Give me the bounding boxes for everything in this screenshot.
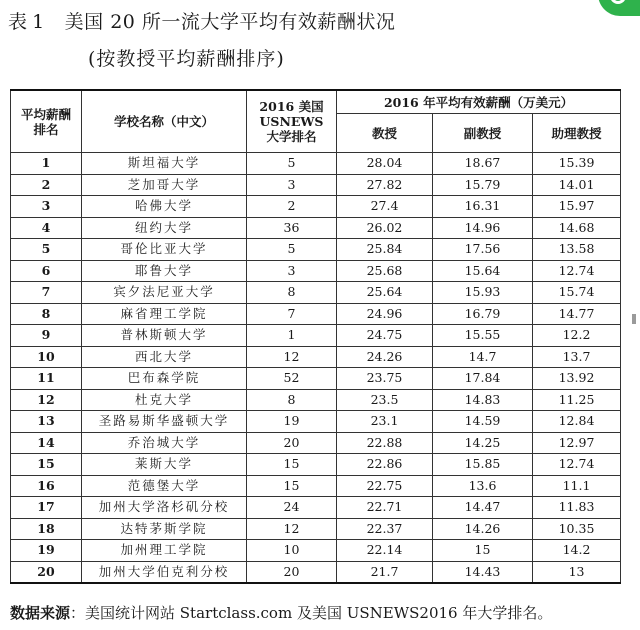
cell-school: 纽约大学 xyxy=(82,217,247,239)
cell-rank: 4 xyxy=(11,217,82,239)
cell-prof: 22.86 xyxy=(337,454,433,476)
cell-asst: 11.1 xyxy=(533,475,621,497)
cell-usnews: 8 xyxy=(247,282,337,304)
cell-school: 达特茅斯学院 xyxy=(82,518,247,540)
table-row xyxy=(11,153,621,175)
cell-school: 哥伦比亚大学 xyxy=(82,239,247,261)
cell-asst: 11.25 xyxy=(533,389,621,411)
header-associate: 副教授 xyxy=(433,114,533,153)
header-school: 学校名称（中文） xyxy=(82,90,247,153)
cell-usnews: 5 xyxy=(247,153,337,175)
cell-assoc: 14.59 xyxy=(433,411,533,433)
cell-rank: 19 xyxy=(11,540,82,562)
table-label: 表 xyxy=(8,11,28,33)
table-row xyxy=(11,368,621,390)
cell-school: 耶鲁大学 xyxy=(82,260,247,282)
cell-school: 巴布森学院 xyxy=(82,368,247,390)
cell-rank: 12 xyxy=(11,389,82,411)
cell-asst: 12.84 xyxy=(533,411,621,433)
cell-school: 加州理工学院 xyxy=(82,540,247,562)
cell-assoc: 14.83 xyxy=(433,389,533,411)
cell-assoc: 14.96 xyxy=(433,217,533,239)
cell-assoc: 14.47 xyxy=(433,497,533,519)
cell-prof: 24.75 xyxy=(337,325,433,347)
cell-prof: 23.5 xyxy=(337,389,433,411)
cell-prof: 25.84 xyxy=(337,239,433,261)
cell-usnews: 15 xyxy=(247,475,337,497)
cell-asst: 15.39 xyxy=(533,153,621,175)
cell-asst: 12.74 xyxy=(533,260,621,282)
title-line-2: (按教授平均薪酬排序) xyxy=(88,48,285,70)
cell-assoc: 14.43 xyxy=(433,561,533,583)
cell-school: 麻省理工学院 xyxy=(82,303,247,325)
cell-assoc: 15.93 xyxy=(433,282,533,304)
table-row xyxy=(11,303,621,325)
cell-assoc: 18.67 xyxy=(433,153,533,175)
table-row xyxy=(11,561,621,583)
header-rank: 平均薪酬排名 xyxy=(11,90,82,153)
cell-usnews: 10 xyxy=(247,540,337,562)
source-label: 数据来源 xyxy=(10,604,71,622)
cell-prof: 23.75 xyxy=(337,368,433,390)
cell-usnews: 3 xyxy=(247,260,337,282)
cell-assoc: 15.55 xyxy=(433,325,533,347)
cell-assoc: 15 xyxy=(433,540,533,562)
table-row xyxy=(11,174,621,196)
table-row xyxy=(11,497,621,519)
cell-assoc: 15.79 xyxy=(433,174,533,196)
cell-rank: 17 xyxy=(11,497,82,519)
cell-school: 乔治城大学 xyxy=(82,432,247,454)
cell-usnews: 20 xyxy=(247,561,337,583)
cell-assoc: 14.25 xyxy=(433,432,533,454)
cell-assoc: 16.79 xyxy=(433,303,533,325)
cell-prof: 24.26 xyxy=(337,346,433,368)
cell-asst: 13.58 xyxy=(533,239,621,261)
cell-usnews: 7 xyxy=(247,303,337,325)
cell-asst: 14.2 xyxy=(533,540,621,562)
cell-rank: 5 xyxy=(11,239,82,261)
cell-prof: 22.88 xyxy=(337,432,433,454)
cell-prof: 27.4 xyxy=(337,196,433,218)
cell-rank: 6 xyxy=(11,260,82,282)
cell-usnews: 15 xyxy=(247,454,337,476)
cell-asst: 14.01 xyxy=(533,174,621,196)
cell-rank: 13 xyxy=(11,411,82,433)
table-row xyxy=(11,432,621,454)
cell-prof: 28.04 xyxy=(337,153,433,175)
cell-prof: 25.68 xyxy=(337,260,433,282)
cell-rank: 14 xyxy=(11,432,82,454)
cell-prof: 23.1 xyxy=(337,411,433,433)
cell-school: 加州大学洛杉矶分校 xyxy=(82,497,247,519)
cell-prof: 26.02 xyxy=(337,217,433,239)
cell-assoc: 17.84 xyxy=(433,368,533,390)
cell-rank: 3 xyxy=(11,196,82,218)
cell-rank: 9 xyxy=(11,325,82,347)
cell-school: 圣路易斯华盛顿大学 xyxy=(82,411,247,433)
cell-rank: 7 xyxy=(11,282,82,304)
cell-usnews: 20 xyxy=(247,432,337,454)
cell-usnews: 12 xyxy=(247,518,337,540)
table-row xyxy=(11,540,621,562)
table-row xyxy=(11,389,621,411)
cell-assoc: 15.64 xyxy=(433,260,533,282)
cell-prof: 22.37 xyxy=(337,518,433,540)
cell-usnews: 12 xyxy=(247,346,337,368)
cell-asst: 11.83 xyxy=(533,497,621,519)
cell-usnews: 2 xyxy=(247,196,337,218)
cell-usnews: 52 xyxy=(247,368,337,390)
cell-prof: 27.82 xyxy=(337,174,433,196)
cell-asst: 15.97 xyxy=(533,196,621,218)
cell-usnews: 5 xyxy=(247,239,337,261)
cell-asst: 13.92 xyxy=(533,368,621,390)
table-row xyxy=(11,454,621,476)
cell-prof: 21.7 xyxy=(337,561,433,583)
cell-asst: 13 xyxy=(533,561,621,583)
header-salary-group: 2016 年平均有效薪酬（万美元） xyxy=(337,90,621,114)
cell-prof: 22.75 xyxy=(337,475,433,497)
cell-asst: 14.68 xyxy=(533,217,621,239)
table-title xyxy=(8,7,395,34)
scroll-edge-mark xyxy=(632,314,636,324)
table-row xyxy=(11,346,621,368)
cell-school: 哈佛大学 xyxy=(82,196,247,218)
cell-school: 普林斯顿大学 xyxy=(82,325,247,347)
cell-usnews: 8 xyxy=(247,389,337,411)
cell-prof: 22.14 xyxy=(337,540,433,562)
cell-school: 芝加哥大学 xyxy=(82,174,247,196)
cell-usnews: 3 xyxy=(247,174,337,196)
cell-rank: 10 xyxy=(11,346,82,368)
table-row xyxy=(11,325,621,347)
cell-assoc: 16.31 xyxy=(433,196,533,218)
table-number: 1 xyxy=(32,11,45,33)
cell-assoc: 15.85 xyxy=(433,454,533,476)
table-row xyxy=(11,518,621,540)
app-logo-icon xyxy=(598,0,640,16)
table-row xyxy=(11,196,621,218)
cell-asst: 13.7 xyxy=(533,346,621,368)
header-assistant: 助理教授 xyxy=(533,114,621,153)
cell-school: 杜克大学 xyxy=(82,389,247,411)
title-line-1: 美国 20 所一流大学平均有效薪酬状况 xyxy=(64,11,396,33)
cell-usnews: 19 xyxy=(247,411,337,433)
cell-asst: 12.97 xyxy=(533,432,621,454)
cell-rank: 1 xyxy=(11,153,82,175)
cell-assoc: 14.26 xyxy=(433,518,533,540)
cell-prof: 25.64 xyxy=(337,282,433,304)
cell-assoc: 14.7 xyxy=(433,346,533,368)
cell-asst: 15.74 xyxy=(533,282,621,304)
table-row xyxy=(11,475,621,497)
cell-school: 斯坦福大学 xyxy=(82,153,247,175)
cell-usnews: 36 xyxy=(247,217,337,239)
cell-asst: 10.35 xyxy=(533,518,621,540)
cell-rank: 15 xyxy=(11,454,82,476)
cell-school: 加州大学伯克利分校 xyxy=(82,561,247,583)
cell-school: 莱斯大学 xyxy=(82,454,247,476)
cell-rank: 16 xyxy=(11,475,82,497)
cell-rank: 18 xyxy=(11,518,82,540)
cell-school: 范德堡大学 xyxy=(82,475,247,497)
cell-asst: 12.74 xyxy=(533,454,621,476)
cell-rank: 2 xyxy=(11,174,82,196)
cell-prof: 22.71 xyxy=(337,497,433,519)
source-note xyxy=(10,602,552,623)
cell-rank: 11 xyxy=(11,368,82,390)
cell-prof: 24.96 xyxy=(337,303,433,325)
cell-asst: 14.77 xyxy=(533,303,621,325)
table-row xyxy=(11,282,621,304)
cell-rank: 20 xyxy=(11,561,82,583)
table-row xyxy=(11,411,621,433)
header-usnews-rank: 2016 美国 USNEWS 大学排名 xyxy=(247,90,337,153)
cell-school: 西北大学 xyxy=(82,346,247,368)
cell-usnews: 24 xyxy=(247,497,337,519)
cell-school: 宾夕法尼亚大学 xyxy=(82,282,247,304)
source-text: ：美国统计网站 Startclass.com 及美国 USNEWS2016 年大学排名。 xyxy=(70,604,553,622)
cell-rank: 8 xyxy=(11,303,82,325)
table-row xyxy=(11,217,621,239)
table-row xyxy=(11,260,621,282)
cell-assoc: 17.56 xyxy=(433,239,533,261)
cell-usnews: 1 xyxy=(247,325,337,347)
cell-assoc: 13.6 xyxy=(433,475,533,497)
salary-table xyxy=(10,89,621,584)
table-row xyxy=(11,239,621,261)
header-professor: 教授 xyxy=(337,114,433,153)
cell-asst: 12.2 xyxy=(533,325,621,347)
